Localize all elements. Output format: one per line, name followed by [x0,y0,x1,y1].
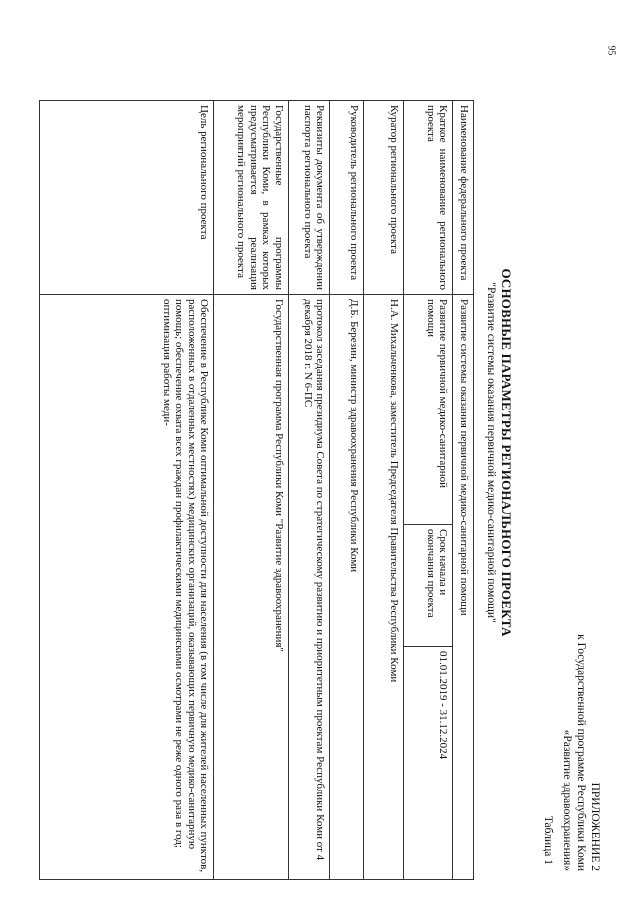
table-number: Таблица 1 [542,815,554,865]
table-row [404,101,453,880]
federal-project-value: Развитие системы оказания первичной медико-санитарной помощи [453,295,474,880]
short-name-label: Краткое наименование регионального проекта [404,101,453,295]
requisites-label: Реквизиты документа об утверждении паспорта регионального проекта [288,101,329,295]
appendix-header [560,634,602,871]
document-title: ОСНОВНЫЕ ПАРАМЕТРЫ РЕГИОНАЛЬНОГО ПРОЕКТА [499,268,514,637]
federal-project-label: Наименование федерального проекта [453,101,474,295]
project-term-label: Срок начала и окончания проекта [404,525,453,647]
state-programs-value: Государственная программа Республики Коми "Развитие здравоохранения" [214,295,288,880]
appendix-line-3: «Развитие здравоохранения» [561,729,573,871]
project-head-value: Д.Б. Березин, министр здравоохранения Республики Коми [330,295,364,880]
curator-label: Куратор регионального проекта [364,101,404,295]
requisites-value: протокол заседания президиума Совета по стратегическому развитию и приоритетным проектам Республики Коми от 4 декабря 2018 г. N 6-ПС [288,295,329,880]
table-row [330,101,364,880]
page-number: 95 [605,45,617,56]
table-row [453,101,474,880]
curator-value: Н.А. Михальченкова, заместитель Председателя Правительства Республики Коми [364,295,404,880]
table-row [364,101,404,880]
table-row [40,101,214,880]
project-head-label: Руководитель регионального проекта [330,101,364,295]
appendix-line-2: к Государственной программе Республики Коми [575,634,587,871]
table-row [214,101,288,880]
project-goal-label: Цель регионального проекта [40,101,214,295]
short-name-value: Развитие первичной медико-санитарной помощи [404,295,453,525]
appendix-line-1: ПРИЛОЖЕНИЕ 2 [589,782,601,871]
project-goal-value: Обеспечение в Республике Коми оптимальной доступности для населения (в том числе для жителей населенных пунктов, расположенных в отдаленных местностях) медицинских организаций, оказывающих первичную медико-санитарную помощь; обеспечение охвата всех граждан профилактическими медицинскими осмотрами не реже одного раза в год; оптимизация работы меди- [40,295,214,880]
state-programs-label: Государственные программы Республики Коми, в рамках которых предусматривается реализация мероприятий регионального проекта [214,101,288,295]
table-row [288,101,329,880]
project-term-value: 01.01.2019 - 31.12.2024 [404,647,453,880]
document-subtitle: "Развитие системы оказания первичной медико-санитарной помощи" [485,282,497,623]
project-parameters-table [39,100,474,880]
